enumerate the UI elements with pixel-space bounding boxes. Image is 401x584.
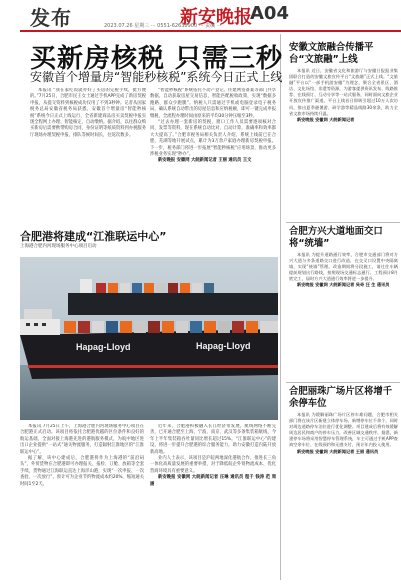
lead-subheadline: 安徽首个增量房“智能秒核税”系统今日正式上线	[30, 70, 283, 84]
lead-headline: 买新房核税 只需三秒	[30, 44, 284, 74]
port-paragraph: 本报讯 7月25日上午，上海港合肥内河现场服务中心项目在合肥港正式启动。该项目将依托合肥港优越的区位条件和良好的航运基础，全面对接上海港先进的港航服务模式，为皖中地区进出口企业提供“一站式”通关物流服务，打造辐射江淮地区的“江淮联运中心”。	[20, 424, 144, 455]
side-column-1	[289, 68, 398, 218]
port-headline-text: 合肥港将建成“江淮联运中心”	[20, 230, 167, 243]
lead-paragraph: 本报讯 “我在家吃饭就办好了买房的完税手续，挺方便的。”7月25日，合肥市民王女士通过手机APP完成了新房契税申报，从提交资料到核税成功仅用了不到3秒钟。记者从国家税务总局安徽省税务局获悉，安徽首个增量房“智能秒核税”系统今日正式上线运行，全省新建商品房买卖契税申报实现全程网上办理、智能核定、自动缴纳。据介绍，以往群众购买新房后需要携带购房合同、身份证明等纸质资料到办税服务厅现场办理契税申报，排队等候时间长，往返次数多。	[30, 88, 146, 138]
side-byline-1: 新安晚报 安徽网 大皖新闻记者	[297, 116, 355, 122]
side-paragraph: 本报讯 为缓解丽珠广场片区停车难问题，合肥市相关部门将在该片区新建立体停车场，新增停车位千余个，同时对周边道路停车泊位进行优化调整。项目建成后将有效缓解周边居民和商户的停车压力，改善区域交通秩序。据悉，新建停车场将采用智慧停车管理系统，车主可通过手机APP查询空余车位、在线预约和无感支付，预计年内投入使用。	[289, 412, 398, 448]
top-rule	[20, 30, 401, 32]
side-headline-3: 合肥丽珠广场片区将增千余停车位	[289, 386, 393, 409]
lead-byline: 新安晚报 安徽网 大皖新闻记者 王丽 通讯员 王文	[158, 158, 252, 164]
side-byline-3: 新安晚报 安徽网 大皖新闻记者 王丽 通讯员	[297, 448, 379, 454]
cargo-ship-photo	[20, 257, 278, 420]
side-headline-1: 安徽文旅融合传播平台“文旅融”上线	[289, 42, 374, 65]
lead-paragraph: “智能秒核税”系统依托不动产登记、住建网签备案等部门共享数据，自动获取房屋交易信息，智能匹配税收政策，实现“数据多跑路、群众少跑腿”。纳税人只需通过手机或电脑登录电子税务局，确认系统自动带出的房屋信息和应纳税额，即可一键完成申报缴税，全流程办理时间由原来的平均30分钟压缩至3秒。	[150, 88, 276, 119]
side-divider	[286, 382, 400, 383]
ship-illustration	[20, 257, 278, 420]
side-paragraph: 本报讯 为提升道路通行效率，合肥市交通部门将对方兴大道与多条道路交口进行改造，在交叉口设置中央隔离墙，实现“统墙”管理。改造期间将分段施工，请过往车辆提前规划出行路线，按照现场交通标志通行。工程预计8月底完工，届时方兴大道通行效率将进一步提升。	[289, 252, 398, 282]
page-number: A04	[250, 3, 289, 24]
lead-paragraph: “过去办理一套新房的契税，窗口工作人员需要逐项核对合同、发票等资料，现在系统自动比对、自动计算，准确率和效率都大大提高了。”合肥市税务局相关负责人介绍，系统上线前已在合肥、芜湖等地开展试点，累计为3万余户家庭办理新房契税申报。下一步，税务部门将进一步拓展“智能秒核税”应用场景，推动更多涉税业务实现“秒办”。	[150, 120, 276, 158]
side-headline-2: 合肥方兴大道地面交口将“统墙”	[289, 226, 383, 249]
side-byline-2: 新安晚报 安徽网 大皖新闻记者 吴奇 汪 生 通讯员	[297, 282, 390, 288]
issue-info: 2023.07.26 星期三 ··· 0551-62638900 ··· 责编 ···	[104, 23, 222, 29]
newspaper-brand: 新安晚报	[180, 7, 252, 28]
side-column-2	[289, 252, 398, 380]
port-column-2	[150, 424, 276, 580]
port-byline: 新安晚报 安徽网 大皖新闻记者 汪琳 通讯员 程千 钱涛 范 周涵	[150, 475, 276, 487]
lead-column-2	[150, 88, 276, 238]
photo-caption: 上海港合肥内河现场服务中心项目启动	[20, 244, 97, 249]
ship-brand-text-1: Hapag-Lloyd	[76, 342, 131, 352]
port-headline-block	[20, 228, 278, 242]
side-divider	[286, 222, 400, 223]
port-paragraph: 据了解，该中心建成后，合肥港将作为上海港的“前沿码头”，外贸货物在合肥港即可办理报关、报检、订舱、放箱等全套手续，货物通过江海联运直达上海洋山港，实现“一次申报、一次查验、一次放行”，预计可为企业节约物流成本约20%，缩短通关时间1至2天。	[20, 456, 144, 487]
masthead	[0, 0, 401, 30]
column-divider	[280, 34, 281, 580]
lead-column-1	[30, 88, 146, 238]
section-name: 发布	[30, 6, 72, 30]
side-paragraph: 本报讯 近日，安徽省文化和旅游厅与安徽日报报业集团联合打造的安徽文旅宣传平台“文旅融”正式上线。“文旅融”平台以“一部手机游安徽”为理念，聚合全省景区、酒店、文化场馆、非遗等资源，为游客提供资讯发布、线路推荐、在线预订、互动分享等一站式服务，同时面向文旅企业开放宣传推广渠道。平台上线首日即吸引超过10万人次访问，推出夏季避暑游、研学游等精品线路30余条，助力全省文旅市场持续升温。	[289, 68, 398, 116]
side-column-3	[289, 412, 398, 580]
ship-brand-text-2: Hapag-Lloyd	[196, 341, 251, 351]
port-column-1	[20, 424, 144, 580]
port-paragraph: 业内人士表示，该项目是沪皖两地深化港航合作、推进长三角一体化高质量发展的重要举措，对于降低皖企外贸物流成本、优化营商环境具有重要意义。	[150, 456, 276, 474]
port-paragraph: 近年来，合肥港积极融入长江经济带发展，航线网络不断完善，已开通合肥至上海、宁波、南京、武汉等多条集装箱航线，今年上半年集装箱吞吐量同比增长超过15%。“江淮联运中心”的建设，将进一步提升合肥港的综合服务能力，助力安徽打造内陆开放新高地。	[150, 424, 276, 455]
